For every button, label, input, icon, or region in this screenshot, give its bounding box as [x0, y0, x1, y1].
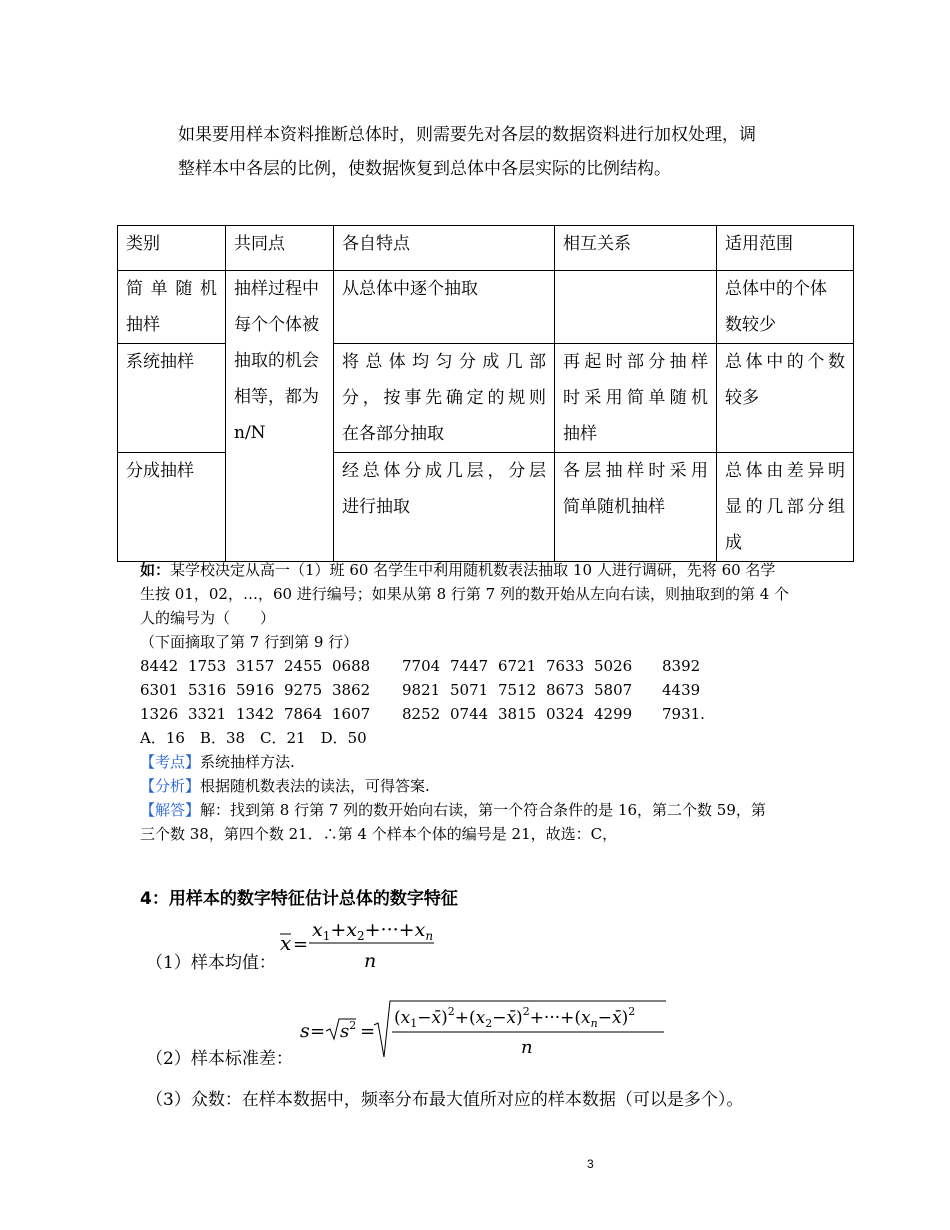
question-text: 某学校决定从高一（1）班 60 名学生中利用随机数表法抽取 10 人进行调研，先将 60 名学	[170, 561, 776, 579]
cell-line: 进行抽取	[342, 497, 410, 517]
header-relation: 相互关系	[555, 226, 717, 271]
cell-line: 将总体均匀分成几部	[342, 352, 546, 372]
cell-line: 每个个体被	[234, 315, 319, 335]
cell-line: 相等，都为	[234, 387, 319, 407]
fenxi-text: 根据随机数表法的读法，可得答案.	[200, 777, 430, 795]
number-cell: 6301	[140, 681, 179, 699]
number-cell: 0744	[450, 705, 489, 723]
number-cell: 1326	[140, 705, 179, 723]
number-cell: 7447	[450, 657, 489, 675]
sample-mean-formula	[276, 912, 446, 972]
number-cell: 4439	[662, 681, 701, 699]
intro-line-1: 如果要用样本资料推断总体时，则需要先对各层的数据资料进行加权处理，调	[178, 125, 756, 145]
svg-text:=: =	[310, 1021, 326, 1042]
svg-text:s2: $s^2$	[340, 1019, 357, 1042]
number-cell: 8442	[140, 657, 179, 675]
fenxi-tag: 【分析】	[140, 777, 201, 795]
category-cell	[118, 344, 226, 453]
feature-cell	[334, 453, 555, 562]
intro-line-2: 整样本中各层的比例，使数据恢复到总体中各层实际的比例结构。	[178, 159, 671, 179]
svg-text:=: =	[293, 934, 309, 955]
category-cell	[118, 271, 226, 344]
number-cell: 3157	[236, 657, 275, 675]
feature-cell	[334, 271, 555, 344]
cell-line: n/N	[234, 423, 266, 443]
fenxi-line	[140, 774, 820, 798]
cell-line: 抽样	[126, 315, 160, 335]
cell-line: 简单随机抽样	[563, 497, 665, 517]
jieda-line: 三个数 38，第四个数 21．∴第 4 个样本个体的编号是 21，故选：C，	[140, 825, 618, 843]
number-cell: 0324	[546, 705, 585, 723]
sampling-comparison-table	[117, 225, 854, 562]
number-cell: 7512	[498, 681, 537, 699]
number-cell: 7864	[284, 705, 323, 723]
mode-definition: （3）众数：在样本数据中，频率分布最大值所对应的样本数据（可以是多个）。	[146, 1090, 744, 1110]
cell-line: 分，按事先确定的规则	[342, 388, 546, 408]
number-cell: 7931.	[662, 705, 705, 723]
header-scope: 适用范围	[717, 226, 854, 271]
cell-line: 简单随机	[126, 279, 217, 299]
cell-line: 再起时部分抽样	[563, 352, 708, 372]
cell-line: 数较少	[725, 315, 776, 335]
cell-line: 时采用简单随机	[563, 388, 708, 408]
number-cell: 5026	[594, 657, 633, 675]
number-cell: 8673	[546, 681, 585, 699]
number-cell: 3862	[332, 681, 371, 699]
cell-line: 总体由差异明	[725, 461, 845, 481]
number-cell: 0688	[332, 657, 371, 675]
jieda-line	[140, 798, 820, 822]
cell-line: 总体中的个数	[725, 352, 845, 372]
scope-cell	[717, 271, 854, 344]
cell-line: 在各部分抽取	[342, 424, 444, 444]
number-cell: 5807	[594, 681, 633, 699]
relation-cell	[555, 453, 717, 562]
number-cell: 3321	[188, 705, 227, 723]
number-cell: 1607	[332, 705, 371, 723]
mean-label: （1）样本均值：	[146, 953, 276, 973]
jieda-tag: 【解答】	[140, 801, 201, 819]
svg-text:n: n	[521, 1037, 533, 1058]
example-block	[140, 558, 820, 846]
random-number-table	[140, 654, 820, 726]
std-label: （2）样本标准差：	[146, 1049, 293, 1069]
number-cell: 5071	[450, 681, 489, 699]
number-cell: 7704	[402, 657, 441, 675]
cell-line: 显的几部分组	[725, 497, 845, 517]
example-question-line	[140, 558, 820, 582]
example-label: 如：	[140, 561, 171, 579]
table-header-row	[118, 226, 854, 271]
cell-line: 总体中的个体	[725, 279, 827, 299]
number-row	[140, 654, 820, 678]
number-cell: 4299	[594, 705, 633, 723]
sample-std-formula	[296, 995, 676, 1060]
number-cell: 5916	[236, 681, 275, 699]
cell-line: 分成抽样	[126, 461, 194, 481]
header-common: 共同点	[226, 226, 334, 271]
cell-line: 系统抽样	[126, 352, 194, 372]
relation-cell	[555, 344, 717, 453]
cell-line: 抽样	[563, 424, 597, 444]
svg-text:x1+x2+···+xn: $x_1+x_2+\cdot\cdot\cdot+x_n$	[312, 919, 434, 943]
cell-line: 较多	[725, 388, 759, 408]
svg-text:x: x	[280, 931, 292, 955]
page-number: 3	[587, 1157, 594, 1171]
number-cell: 9275	[284, 681, 323, 699]
number-row	[140, 702, 820, 726]
example-note: （下面摘取了第 7 行到第 9 行）	[140, 633, 359, 651]
cell-line: 成	[725, 533, 742, 553]
number-cell: 8252	[402, 705, 441, 723]
cell-line: 抽取的机会	[234, 351, 319, 371]
number-cell: 7633	[546, 657, 585, 675]
jieda-text: 解：找到第 8 行第 7 列的数开始向右读，第一个符合条件的是 16，第二个数 59，第	[200, 801, 766, 819]
scope-cell	[717, 344, 854, 453]
svg-text:=: =	[360, 1021, 376, 1042]
intro-paragraph	[178, 118, 818, 186]
number-cell: 5316	[188, 681, 227, 699]
cell-line: 从总体中逐个抽取	[342, 279, 478, 299]
kaodian-text: 系统抽样方法.	[200, 753, 295, 771]
number-cell: 3815	[498, 705, 537, 723]
category-cell	[118, 453, 226, 562]
svg-text:s: s	[300, 1020, 310, 1042]
cell-line: 各层抽样时采用	[563, 461, 708, 481]
example-options: A．16 B．38 C．21 D．50	[140, 729, 367, 747]
table-row	[118, 271, 854, 344]
kaodian-line	[140, 750, 820, 774]
number-cell: 2455	[284, 657, 323, 675]
feature-cell	[334, 344, 555, 453]
scope-cell	[717, 453, 854, 562]
header-category: 类别	[118, 226, 226, 271]
cell-line: 抽样过程中	[234, 279, 319, 299]
number-row	[140, 678, 820, 702]
svg-text:n: n	[364, 950, 377, 972]
svg-text:(x1−x̄)2+(x2−x̄)2+···+(xn−x̄)2: $(x_1-x̄)^2+(x_2-x̄)^2+\cdot\cdot\cdot+(x_n-x̄)^2$	[394, 1005, 636, 1030]
number-cell: 1753	[188, 657, 227, 675]
example-question-line: 人的编号为（ ）	[140, 609, 276, 627]
cell-line: 经总体分成几层，分层	[342, 461, 546, 481]
header-feature: 各自特点	[334, 226, 555, 271]
number-cell: 6721	[498, 657, 537, 675]
section-4-title: 4：用样本的数字特征估计总体的数字特征	[140, 889, 458, 909]
number-cell: 9821	[402, 681, 441, 699]
relation-cell	[555, 271, 717, 344]
kaodian-tag: 【考点】	[140, 753, 201, 771]
example-question-line: 生按 01，02，…，60 进行编号；如果从第 8 行第 7 列的数开始从左向右读，则抽取到的第 4 个	[140, 585, 790, 603]
number-cell: 8392	[662, 657, 701, 675]
common-cell	[226, 271, 334, 562]
number-cell: 1342	[236, 705, 275, 723]
